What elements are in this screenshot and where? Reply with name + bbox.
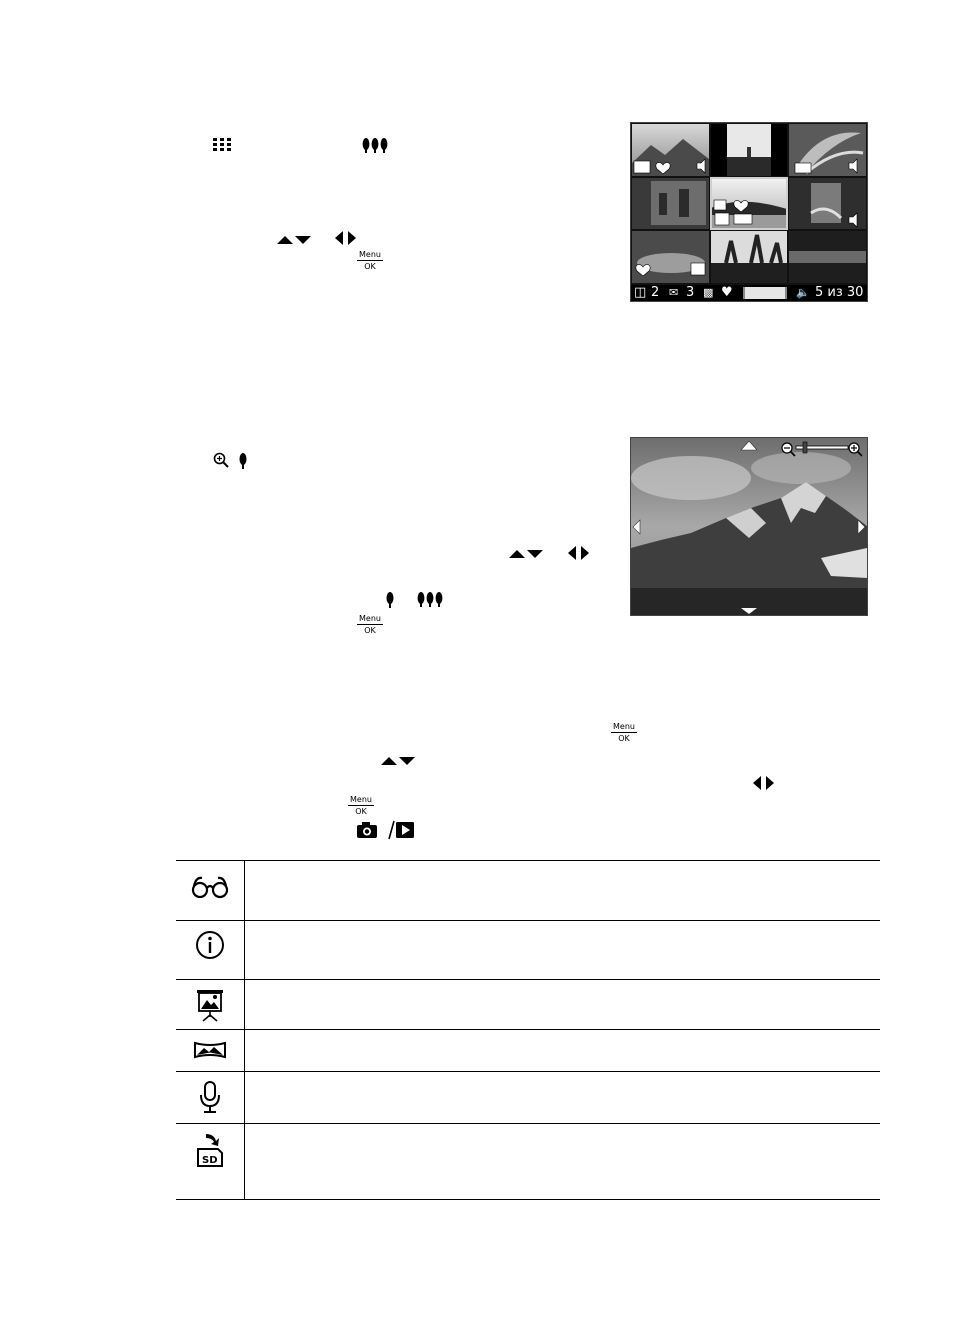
image-position: 5 из 30 [815, 285, 864, 300]
row-description [245, 1030, 881, 1072]
menu-label: Menu [348, 795, 374, 806]
table-row [176, 921, 880, 980]
menu-ok-button-icon-4 [348, 795, 374, 815]
up-down-arrows-icon-2 [508, 546, 544, 560]
left-right-arrows-icon [334, 230, 358, 246]
ok-label: OK [364, 262, 376, 271]
magnify-icon [213, 452, 229, 468]
glasses-icon [190, 869, 230, 901]
row-description [245, 980, 881, 1030]
magnified-mountain-image [631, 438, 867, 615]
menu-ok-button-icon-2 [357, 614, 383, 634]
zoom-out-trees-icon [361, 136, 389, 154]
menu-label: Menu [357, 614, 383, 625]
thumbnail-status-bar [631, 285, 867, 301]
ok-label: OK [364, 626, 376, 635]
thumbnail-view-screenshot [630, 122, 868, 302]
print-icon: ◫ [634, 285, 647, 300]
table-row [176, 861, 880, 921]
thumbnail-grid-image [631, 123, 867, 301]
filmstrip-indicator [743, 287, 787, 299]
ok-label: OK [355, 807, 367, 816]
image-icon: ▩ [703, 286, 714, 299]
row-description [245, 1072, 881, 1124]
row-description [245, 861, 881, 921]
info-icon [194, 929, 226, 961]
menu-label: Menu [611, 722, 637, 733]
print-count: 2 [651, 285, 660, 300]
table-row [176, 1124, 880, 1200]
share-count: 3 [686, 285, 695, 300]
favorite-icon: ♥ [721, 285, 733, 300]
left-right-arrows-icon-3 [752, 775, 776, 791]
camera-playback-toggle-icon [356, 820, 416, 840]
panorama-icon [193, 1040, 227, 1060]
table-row [176, 1072, 880, 1124]
left-right-arrows-icon-2 [567, 545, 591, 561]
row-description [245, 921, 881, 980]
table-row [176, 1030, 880, 1072]
menu-ok-button-icon [357, 250, 383, 270]
up-down-arrows-icon-3 [380, 753, 416, 767]
ok-label: OK [618, 734, 630, 743]
menu-ok-button-icon-3 [611, 722, 637, 742]
zoom-in-tree-icon [237, 452, 249, 470]
audio-icon: 🔈 [796, 286, 810, 299]
table-row [176, 980, 880, 1030]
microphone-icon [197, 1080, 223, 1114]
playback-menu-table [176, 860, 880, 1200]
share-icon: ✉ [669, 286, 679, 299]
up-down-arrows-icon [276, 232, 312, 246]
thumbnails-grid-icon [210, 137, 236, 153]
zoom-out-trees-icon-2 [416, 590, 444, 608]
sd-card-icon [194, 1132, 226, 1168]
magnify-view-screenshot [630, 437, 868, 616]
svg-text:SD: SD [202, 1155, 218, 1166]
slideshow-icon [195, 988, 225, 1022]
zoom-in-tree-icon-2 [384, 591, 396, 609]
row-description [245, 1124, 881, 1200]
menu-label: Menu [357, 250, 383, 261]
